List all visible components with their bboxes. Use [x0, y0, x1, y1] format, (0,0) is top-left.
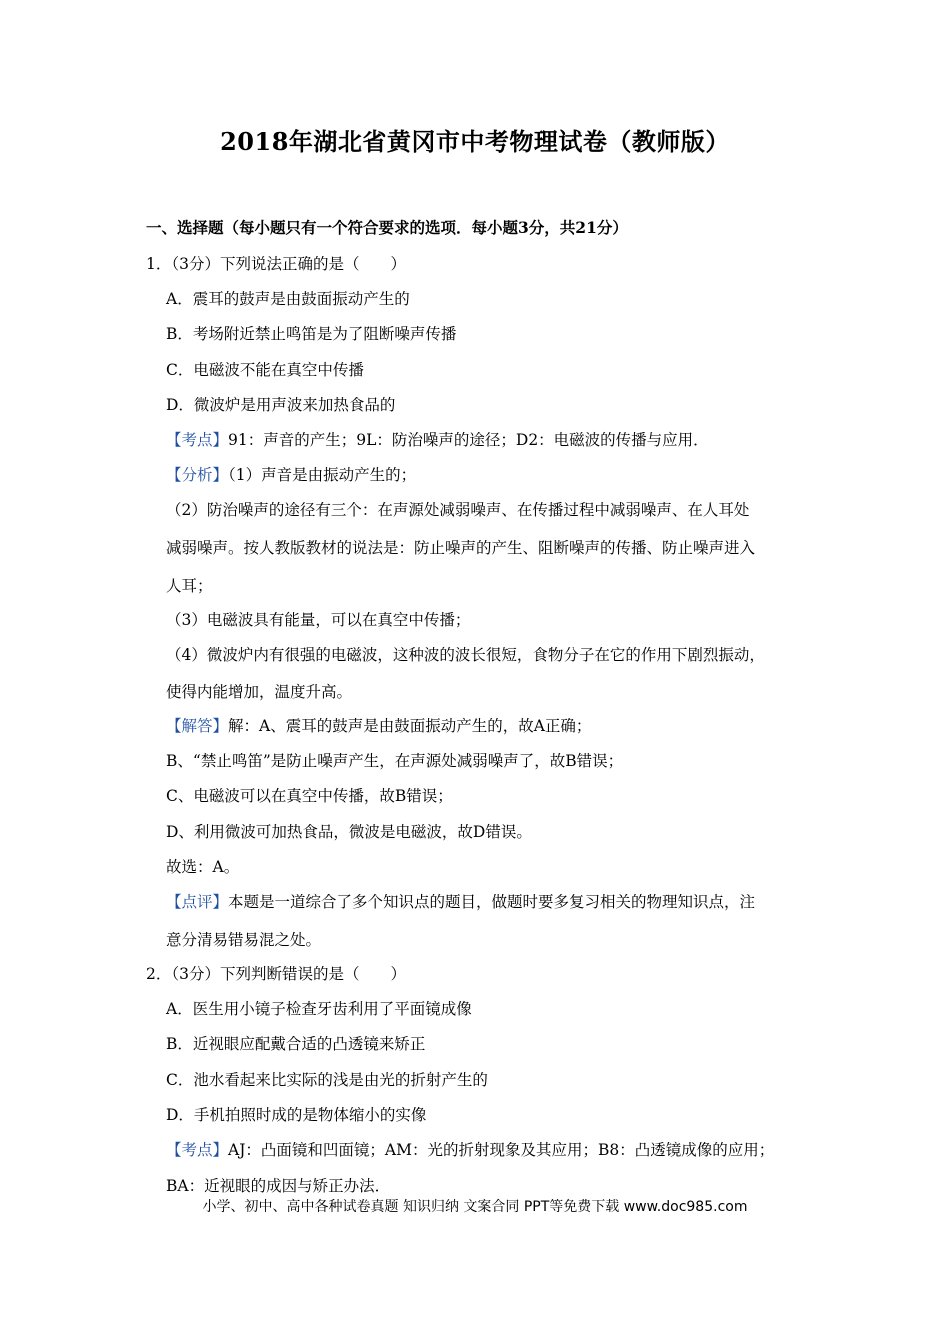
question-2-option-c: C．池水看起来比实际的浅是由光的折射产生的 — [166, 1071, 488, 1089]
jieda-text-1: 解：A、震耳的鼓声是由鼓面振动产生的，故A正确； — [228, 717, 592, 735]
fenxi-text-4b: 使得内能增加，温度升高。 — [166, 683, 353, 701]
question-1-fenxi — [166, 465, 416, 485]
question-2-stem: 2．（3分）下列判断错误的是（ ） — [146, 965, 406, 983]
page-title: 2018年湖北省黄冈市中考物理试卷（教师版） — [220, 127, 730, 156]
jieda-text-2: B、“禁止鸣笛”是防止噪声产生，在声源处减弱噪声了，故B错误； — [166, 752, 624, 770]
question-1-option-d: D．微波炉是用声波来加热食品的 — [166, 396, 396, 414]
question-1-dianping — [166, 892, 755, 912]
jieda-text-4: D、利用微波可加热食品，微波是电磁波，故D错误。 — [166, 823, 532, 841]
fenxi-text-2c: 人耳； — [166, 577, 213, 595]
dianping-text-a: 本题是一道综合了多个知识点的题目，做题时要多复习相关的物理知识点，注 — [228, 893, 756, 911]
jieda-text-5: 故选：A。 — [166, 858, 240, 876]
fenxi-text-3: （3）电磁波具有能量，可以在真空中传播； — [166, 611, 471, 629]
dianping-tag: 【点评】 — [166, 893, 229, 911]
kaodian-text: 91：声音的产生；9L：防治噪声的途径；D2：电磁波的传播与应用． — [228, 431, 709, 449]
question-1-option-b: B．考场附近禁止鸣笛是为了阻断噪声传播 — [166, 325, 457, 343]
question-2-option-a: A．医生用小镜子检查牙齿利用了平面镜成像 — [166, 1000, 472, 1018]
fenxi-tag: 【分析】 — [166, 466, 229, 484]
question-1-jieda — [166, 716, 591, 736]
jieda-text-3: C、电磁波可以在真空中传播，故B错误； — [166, 787, 453, 805]
footer-link[interactable]: 小学、初中、高中各种试卷真题 知识归纳 文案合同 PPT等免费下载 www.doc985.com — [202, 1199, 748, 1215]
question-1-option-c: C．电磁波不能在真空中传播 — [166, 361, 364, 379]
kaodian-text-2a: AJ：凸面镜和凹面镜；AM：光的折射现象及其应用；B8：凸透镜成像的应用； — [228, 1141, 775, 1159]
question-2-kaodian — [166, 1140, 774, 1160]
question-2-option-d: D．手机拍照时成的是物体缩小的实像 — [166, 1106, 427, 1124]
question-2-option-b: B．近视眼应配戴合适的凸透镜来矫正 — [166, 1035, 426, 1053]
question-1-option-a: A．震耳的鼓声是由鼓面振动产生的 — [166, 290, 410, 308]
question-1-kaodian — [166, 430, 709, 450]
fenxi-text-2b: 减弱噪声。按人教版教材的说法是：防止噪声的产生、阻断噪声的传播、防止噪声进入 — [166, 539, 756, 557]
section-heading: 一、选择题（每小题只有一个符合要求的选项．每小题3分，共21分） — [146, 218, 628, 237]
question-1-stem: 1．（3分）下列说法正确的是（ ） — [146, 255, 406, 273]
fenxi-text-1: （1）声音是由振动产生的； — [228, 466, 417, 484]
fenxi-text-4a: （4）微波炉内有很强的电磁波，这种波的波长很短，食物分子在它的作用下剧烈振动， — [166, 646, 765, 664]
kaodian-text-2b: BA：近视眼的成因与矫正办法． — [166, 1177, 391, 1195]
dianping-text-b: 意分清易错易混之处。 — [166, 931, 322, 949]
fenxi-text-2a: （2）防治噪声的途径有三个：在声源处减弱噪声、在传播过程中减弱噪声、在人耳处 — [166, 501, 750, 519]
kaodian-tag-2: 【考点】 — [166, 1141, 229, 1159]
jieda-tag: 【解答】 — [166, 717, 229, 735]
kaodian-tag: 【考点】 — [166, 431, 229, 449]
